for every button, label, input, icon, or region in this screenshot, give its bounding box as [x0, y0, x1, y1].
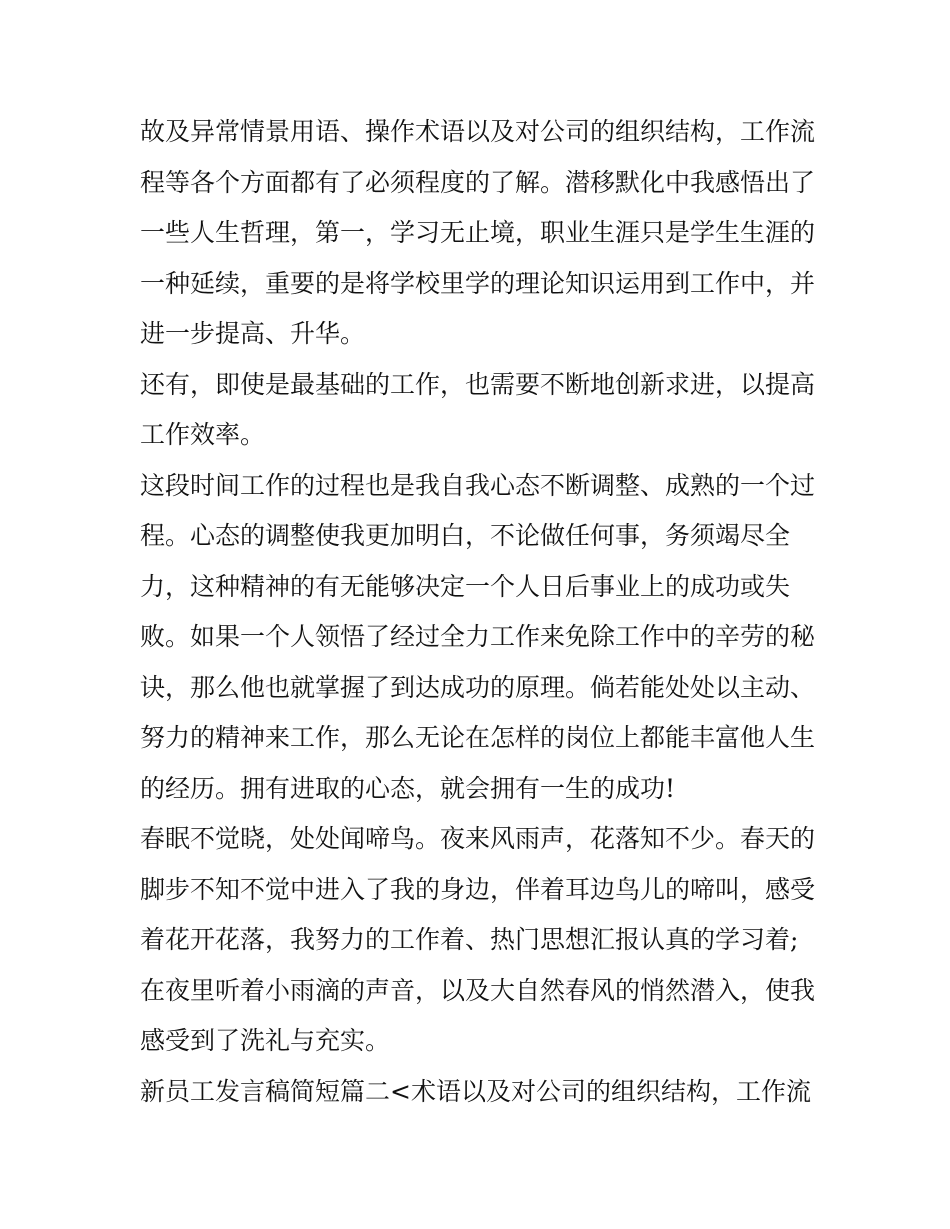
text-line: 进一步提高、升华。	[140, 319, 366, 348]
text-line: 着花开花落，我努力的工作着、热门思想汇报认真的学习着;	[140, 925, 799, 954]
text-line: 努力的精神来工作，那么无论在怎样的岗位上都能丰富他人生	[140, 723, 816, 752]
text-line: 工作效率。	[140, 420, 266, 449]
text-line: 在夜里听着小雨滴的声音，以及大自然春风的悄然潜入，使我	[140, 975, 816, 1005]
text-line: 程。心态的调整使我更加明白，不论做任何事，务须竭尽全	[140, 521, 791, 550]
text-line: 一种延续，重要的是将学校里学的理论知识运用到工作中，并	[140, 268, 816, 298]
text-line: 的经历。拥有进取的心态，就会拥有一生的成功!	[140, 773, 676, 803]
text-line: 故及异常情景用语、操作术语以及对公司的组织结构，工作流	[140, 117, 816, 146]
text-line: 一些人生哲理，第一，学习无止境，职业生涯只是学生生涯的	[140, 218, 816, 247]
text-line: 力，这种精神的有无能够决定一个人日后事业上的成功或失	[140, 571, 791, 601]
text-line: 这段时间工作的过程也是我自我心态不断调整、成熟的一个过	[140, 470, 816, 500]
text-line: 还有，即使是最基础的工作，也需要不断地创新求进，以提高	[140, 369, 816, 399]
text-line: 新员工发言稿简短篇二<术语以及对公司的组织结构，工作流	[140, 1076, 811, 1106]
document-body	[140, 107, 820, 1117]
text-line: 春眠不觉晓，处处闻啼鸟。夜来风雨声，花落知不少。春天的	[140, 824, 816, 853]
text-line: 败。如果一个人领悟了经过全力工作来免除工作中的辛劳的秘	[140, 622, 816, 651]
text-line: 程等各个方面都有了必须程度的了解。潜移默化中我感悟出了	[140, 167, 816, 197]
text-line: 脚步不知不觉中进入了我的身边，伴着耳边鸟儿的啼叫，感受	[140, 874, 816, 904]
text-line: 感受到了洗礼与充实。	[140, 1026, 391, 1055]
text-line: 诀，那么他也就掌握了到达成功的原理。倘若能处处以主动、	[140, 672, 816, 702]
